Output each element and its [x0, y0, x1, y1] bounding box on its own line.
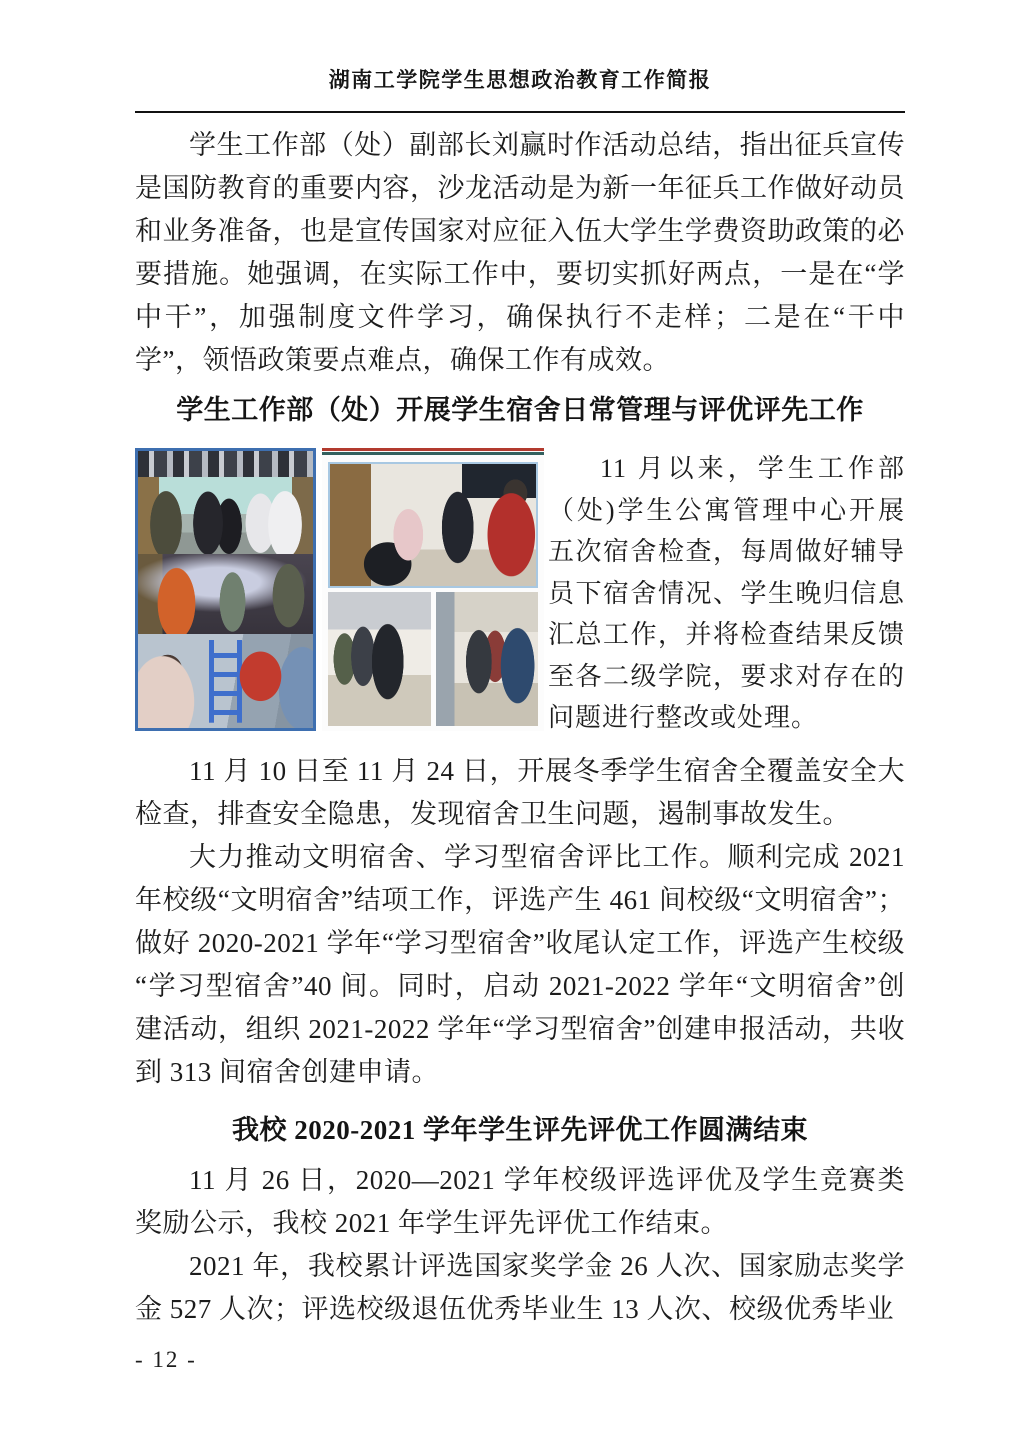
paragraph-civilized-dorm-awards: 大力推动文明宿舍、学习型宿舍评比工作。顺利完成 2021 年校级“文明宿舍”结项工作，评选产生 461 间校级“文明宿舍”；做好 2020-2021 学年“学习型宿舍”收尾认定工作，评选产生校级“学习型宿舍”40 间。同时，启动 2021-2022 学年“文明宿舍”创建活动，组织 2021-2022 学年“学习型宿舍”创建申报活动，共收到 313 间宿舍创建申请。 [135, 841, 905, 1087]
dorm-photo-group-inspection [328, 462, 538, 588]
dorm-photo-students-gathered [436, 592, 539, 726]
page-number: - 12 - [135, 1346, 197, 1372]
document-header [135, 66, 905, 113]
paragraph-dormitory-checks: 11 月以来，学生工作部（处)学生公寓管理中心开展五次宿舍检查，每周做好辅导员下宿舍情况、学生晚归信息汇总工作，并将检查结果反馈至各二级学院，要求对存在的问题进行整改或处理。 [548, 454, 905, 732]
dorm-photo-room-inspection [138, 477, 313, 554]
collage-teal-border-line [322, 452, 544, 455]
paragraph-safety-inspection: 11 月 10 日至 11 月 24 日，开展冬季学生宿舍全覆盖安全大检查，排查安全隐患，发现宿舍卫生问题，遏制事故发生。 [135, 755, 905, 829]
collage-red-border-line [322, 448, 544, 451]
dorm-photo-room-walkthrough [328, 592, 431, 726]
dorm-photo-checklist-inspection [138, 634, 313, 728]
bulletin-title: 湖南工学院学生思想政治教育工作简报 [328, 69, 712, 92]
section-heading-awards: 我校 2020-2021 学年学生评先评优工作圆满结束 [232, 1114, 808, 1145]
dorm-photo-students-row [138, 451, 313, 477]
paragraph-awards-announcement: 11 月 26 日，2020—2021 学年校级评选评优及学生竞赛类奖励公示，我校 2021 年学生评先评优工作结束。 [135, 1164, 905, 1238]
paragraph-scholarship-statistics: 2021 年，我校累计评选国家奖学金 26 人次、国家励志奖学金 527 人次；评选校级退伍优秀毕业生 13 人次、校级优秀毕业 [135, 1250, 905, 1324]
dormitory-photos-section [135, 448, 905, 739]
dorm-photo-corridor-inspection [138, 554, 313, 634]
dorm-inspection-photo-collage-left [135, 448, 316, 731]
paragraph-recruitment-summary: 学生工作部（处）副部长刘赢时作活动总结，指出征兵宣传是国防教育的重要内容，沙龙活动是为新一年征兵工作做好动员和业务准备，也是宣传国家对应征入伍大学生学费资助政策的必要措施。她强调，在实际工作中，要切实抓好两点，一是在“学中干”，加强制度文件学习，确保执行不走样；二是在“干中学”，领悟政策要点难点，确保工作有成效。 [135, 130, 905, 375]
section-heading-dormitory: 学生工作部（处）开展学生宿舍日常管理与评优评先工作 [176, 395, 864, 425]
dorm-photo-bottom-pair [328, 592, 538, 726]
dorm-inspection-photo-collage-right [322, 448, 544, 731]
